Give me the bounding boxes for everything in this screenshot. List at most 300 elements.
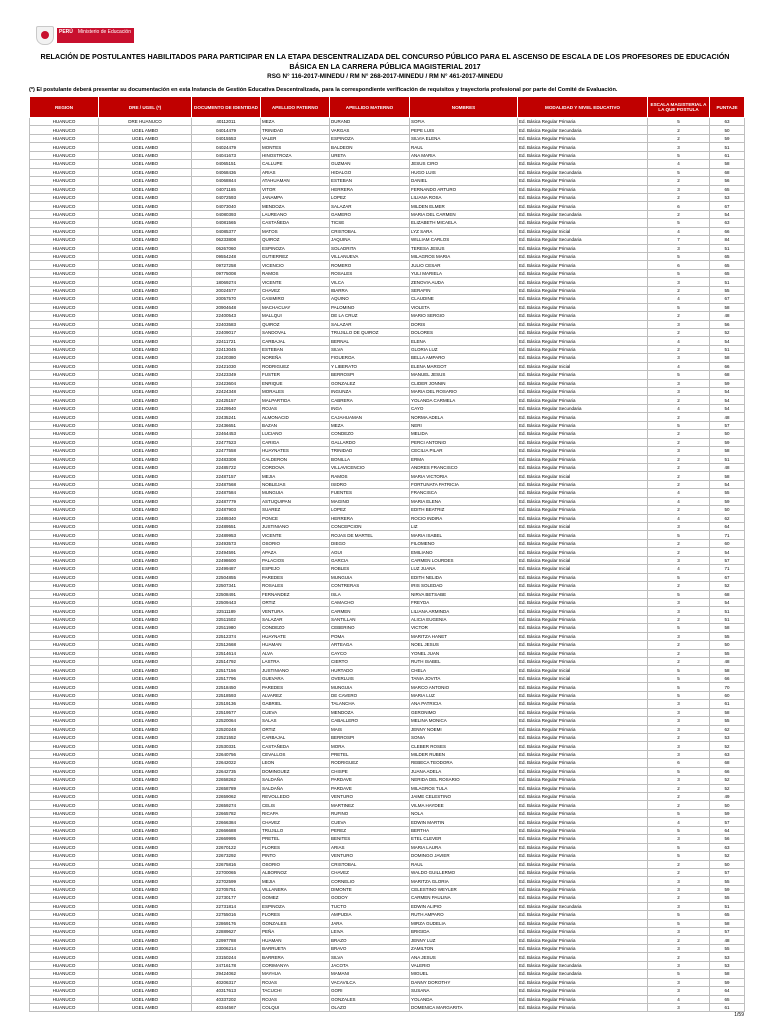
cell-modality: Ed. Básica Regular Primaria — [518, 658, 648, 666]
cell-document: 22423604 — [192, 379, 261, 387]
cell-scale: 5 — [648, 219, 710, 227]
cell-modality: Ed. Básica Regular Primaria — [518, 269, 648, 277]
cell-modality: Ed. Básica Regular Primaria — [518, 649, 648, 657]
table-row — [30, 497, 745, 505]
cell-document: 22889627 — [192, 928, 261, 936]
cell-scale: 7 — [648, 236, 710, 244]
cell-document: 04065151 — [192, 160, 261, 168]
cell-paternal-surname: COLQUI — [261, 1003, 330, 1011]
cell-region: HUANUCO — [30, 961, 99, 969]
cell-score: 66 — [710, 227, 745, 235]
cell-names: EMILIANO — [410, 548, 518, 556]
cell-names: ELENA — [410, 337, 518, 345]
cell-modality: Ed. Básica Regular Primaria — [518, 598, 648, 606]
table-row — [30, 970, 745, 978]
cell-scale: 4 — [648, 995, 710, 1003]
cell-names: DOMINGO JAVIER — [410, 852, 518, 860]
cell-modality: Ed. Básica Regular Primaria — [518, 691, 648, 699]
cell-names: MELINA MONICA — [410, 717, 518, 725]
table-row — [30, 168, 745, 176]
cell-modality: Ed. Básica Regular Primaria — [518, 421, 648, 429]
cell-scale: 2 — [648, 438, 710, 446]
cell-paternal-surname: RICAPA — [261, 809, 330, 817]
cell-document: 22518450 — [192, 683, 261, 691]
cell-names: CECILIA PILAR — [410, 447, 518, 455]
cell-maternal-surname: JAQUINA — [330, 236, 410, 244]
cell-dre-ugel: UGEL AMBO — [99, 160, 192, 168]
cell-document: 22477523 — [192, 438, 261, 446]
cell-names: SILVIA ELENA — [410, 134, 518, 142]
cell-maternal-surname: MUNGUIA — [330, 683, 410, 691]
cell-region: HUANUCO — [30, 978, 99, 986]
cell-score: 64 — [710, 826, 745, 834]
cell-maternal-surname: CAJAHUAMAN — [330, 413, 410, 421]
cell-score: 59 — [710, 978, 745, 986]
table-row — [30, 126, 745, 134]
cell-maternal-surname: POMA — [330, 632, 410, 640]
cell-paternal-surname: JANAMPA — [261, 193, 330, 201]
cell-region: HUANUCO — [30, 717, 99, 725]
table-row — [30, 421, 745, 429]
cell-score: 63 — [710, 750, 745, 758]
cell-region: HUANUCO — [30, 168, 99, 176]
cell-names: SERAFIN — [410, 286, 518, 294]
cell-maternal-surname: TRUJILLO DE QUIROZ — [330, 328, 410, 336]
cell-modality: Ed. Básica Regular Primaria — [518, 539, 648, 547]
table-row — [30, 708, 745, 716]
cell-region: HUANUCO — [30, 312, 99, 320]
cell-modality: Ed. Básica Regular Primaria — [518, 911, 648, 919]
table-row — [30, 506, 745, 514]
cell-modality: Ed. Básica Regular Primaria — [518, 514, 648, 522]
cell-paternal-surname: RAMOS — [261, 269, 330, 277]
cell-paternal-surname: FLORES — [261, 843, 330, 851]
cell-scale: 5 — [648, 826, 710, 834]
cell-paternal-surname: DOMINGUEZ — [261, 767, 330, 775]
cell-paternal-surname: CARIGA — [261, 438, 330, 446]
cell-paternal-surname: ORTIZ — [261, 598, 330, 606]
cell-region: HUANUCO — [30, 607, 99, 615]
cell-names: JENNY NOEMI — [410, 725, 518, 733]
cell-score: 57 — [710, 421, 745, 429]
cell-modality: Ed. Básica Regular Inicial — [518, 472, 648, 480]
cell-score: 68 — [710, 168, 745, 176]
cell-dre-ugel: UGEL AMBO — [99, 514, 192, 522]
cell-dre-ugel: UGEL AMBO — [99, 388, 192, 396]
cell-paternal-surname: BAZAN — [261, 421, 330, 429]
cell-dre-ugel: UGEL AMBO — [99, 793, 192, 801]
table-row — [30, 185, 745, 193]
ministry-label: Ministerio de Educación — [75, 28, 134, 43]
table-row — [30, 193, 745, 201]
table-row — [30, 733, 745, 741]
cell-modality: Ed. Básica Regular Primaria — [518, 978, 648, 986]
cell-modality: Ed. Básica Regular Primaria — [518, 151, 648, 159]
cell-names: ROCIO INDIRA — [410, 514, 518, 522]
cell-region: HUANUCO — [30, 641, 99, 649]
cell-names: IRIS SOLEDAD — [410, 582, 518, 590]
cell-document: 22640756 — [192, 750, 261, 758]
cell-document: 22530331 — [192, 742, 261, 750]
cell-names: ANA MARIA — [410, 151, 518, 159]
cell-document: 22642735 — [192, 767, 261, 775]
cell-maternal-surname: DIMONTE — [330, 885, 410, 893]
cell-scale: 2 — [648, 506, 710, 514]
cell-region: HUANUCO — [30, 354, 99, 362]
table-row — [30, 447, 745, 455]
cell-dre-ugel: UGEL AMBO — [99, 776, 192, 784]
cell-document: 22705751 — [192, 885, 261, 893]
cell-region: HUANUCO — [30, 134, 99, 142]
cell-modality: Ed. Básica Regular Primaria — [518, 354, 648, 362]
cell-modality: Ed. Básica Regular Primaria — [518, 480, 648, 488]
cell-dre-ugel: UGEL AMBO — [99, 953, 192, 961]
column-header-modality: MODALIDAD Y NIVEL EDUCATIVO — [518, 97, 648, 118]
cell-dre-ugel: UGEL AMBO — [99, 700, 192, 708]
cell-modality: Ed. Básica Regular Primaria — [518, 700, 648, 708]
cell-modality: Ed. Básica Regular Primaria — [518, 506, 648, 514]
cell-maternal-surname: CARMEN — [330, 607, 410, 615]
cell-region: HUANUCO — [30, 506, 99, 514]
cell-score: 50 — [710, 801, 745, 809]
cell-names: LILIANA ROSA — [410, 193, 518, 201]
cell-modality: Ed. Básica Regular Primaria — [518, 430, 648, 438]
cell-dre-ugel: UGEL AMBO — [99, 328, 192, 336]
cell-dre-ugel: UGEL AMBO — [99, 295, 192, 303]
table-row — [30, 995, 745, 1003]
cell-names: YOLANDA — [410, 995, 518, 1003]
cell-names: MARIA VICTORIA — [410, 472, 518, 480]
cell-score: 54 — [710, 548, 745, 556]
table-row — [30, 767, 745, 775]
cell-region: HUANUCO — [30, 244, 99, 252]
cell-names: MIGUEL — [410, 970, 518, 978]
cell-document: 09727258 — [192, 261, 261, 269]
cell-region: HUANUCO — [30, 801, 99, 809]
cell-names: MARIA ISABEL — [410, 531, 518, 539]
cell-paternal-surname: MEJIA — [261, 472, 330, 480]
cell-region: HUANUCO — [30, 337, 99, 345]
cell-modality: Ed. Básica Regular Primaria — [518, 860, 648, 868]
cell-names: RUTH ISABEL — [410, 658, 518, 666]
cell-dre-ugel: UGEL AMBO — [99, 936, 192, 944]
cell-dre-ugel: UGEL AMBO — [99, 919, 192, 927]
cell-paternal-surname: ROJAS — [261, 995, 330, 1003]
cell-score: 66 — [710, 674, 745, 682]
cell-document: 22499487 — [192, 565, 261, 573]
cell-score: 51 — [710, 455, 745, 463]
cell-names: EDWIN ALIPIO — [410, 902, 518, 910]
table-row — [30, 818, 745, 826]
cell-dre-ugel: UGEL AMBO — [99, 742, 192, 750]
cell-paternal-surname: MALPARTIDA — [261, 396, 330, 404]
cell-document: 22665782 — [192, 809, 261, 817]
table-row — [30, 531, 745, 539]
cell-scale: 2 — [648, 953, 710, 961]
cell-score: 55 — [710, 894, 745, 902]
cell-names: ZENOVIA AUDA — [410, 278, 518, 286]
cell-maternal-surname: ESTEBAN — [330, 177, 410, 185]
cell-score: 57 — [710, 556, 745, 564]
cell-region: HUANUCO — [30, 404, 99, 412]
cell-document: 22413045 — [192, 345, 261, 353]
cell-document: 22675816 — [192, 860, 261, 868]
cell-dre-ugel: UGEL AMBO — [99, 371, 192, 379]
cell-document: 22669995 — [192, 835, 261, 843]
cell-score: 58 — [710, 919, 745, 927]
cell-document: 04024479 — [192, 143, 261, 151]
cell-modality: Ed. Básica Regular Primaria — [518, 118, 648, 126]
cell-maternal-surname: CAYCO — [330, 649, 410, 657]
cell-paternal-surname: MEZA — [261, 118, 330, 126]
cell-paternal-surname: VICENCIO — [261, 261, 330, 269]
cell-region: HUANUCO — [30, 784, 99, 792]
cell-region: HUANUCO — [30, 253, 99, 261]
cell-document: 22436651 — [192, 421, 261, 429]
cell-scale: 5 — [648, 683, 710, 691]
cell-names: SOFIA — [410, 118, 518, 126]
cell-document: 22487157 — [192, 472, 261, 480]
cell-document: 22670122 — [192, 843, 261, 851]
table-row — [30, 860, 745, 868]
cell-region: HUANUCO — [30, 708, 99, 716]
cell-document: 04068844 — [192, 177, 261, 185]
cell-maternal-surname: HERRERA — [330, 514, 410, 522]
cell-document: 18069274 — [192, 278, 261, 286]
table-row — [30, 877, 745, 885]
cell-paternal-surname: NOBLEJAS — [261, 480, 330, 488]
cell-maternal-surname: JACOTA — [330, 961, 410, 969]
cell-paternal-surname: VITOR — [261, 185, 330, 193]
cell-region: HUANUCO — [30, 497, 99, 505]
cell-dre-ugel: UGEL AMBO — [99, 261, 192, 269]
table-row — [30, 320, 745, 328]
table-row — [30, 1003, 745, 1011]
cell-region: HUANUCO — [30, 489, 99, 497]
cell-paternal-surname: SALDAÑA — [261, 776, 330, 784]
cell-document: 22658262 — [192, 776, 261, 784]
cell-maternal-surname: CIERTO — [330, 658, 410, 666]
table-row — [30, 632, 745, 640]
cell-score: 65 — [710, 995, 745, 1003]
cell-names: GLORIA LUZ — [410, 345, 518, 353]
cell-modality: Ed. Básica Regular Primaria — [518, 919, 648, 927]
cell-document: 22421030 — [192, 362, 261, 370]
cell-paternal-surname: GUTIERREZ — [261, 253, 330, 261]
cell-modality: Ed. Básica Regular Inicial — [518, 362, 648, 370]
cell-names: LUZ JUANA — [410, 565, 518, 573]
cell-modality: Ed. Básica Regular Primaria — [518, 936, 648, 944]
cell-region: HUANUCO — [30, 809, 99, 817]
cell-score: 58 — [710, 708, 745, 716]
cell-document: 22489953 — [192, 531, 261, 539]
cell-document: 22731814 — [192, 902, 261, 910]
cell-region: HUANUCO — [30, 666, 99, 674]
cell-scale: 3 — [648, 877, 710, 885]
cell-scale: 3 — [648, 978, 710, 986]
cell-score: 67 — [710, 295, 745, 303]
cell-maternal-surname: BERROSPI — [330, 371, 410, 379]
cell-dre-ugel: UGEL AMBO — [99, 143, 192, 151]
cell-dre-ugel: UGEL AMBO — [99, 928, 192, 936]
cell-names: BERTHA — [410, 826, 518, 834]
cell-scale: 2 — [648, 860, 710, 868]
cell-region: HUANUCO — [30, 742, 99, 750]
cell-maternal-surname: VILCA — [330, 278, 410, 286]
cell-document: 22519577 — [192, 708, 261, 716]
cell-region: HUANUCO — [30, 548, 99, 556]
cell-maternal-surname: JARA — [330, 919, 410, 927]
cell-scale: 2 — [648, 472, 710, 480]
cell-dre-ugel: UGEL AMBO — [99, 843, 192, 851]
cell-score: 57 — [710, 928, 745, 936]
cell-maternal-surname: MENDOZA — [330, 708, 410, 716]
cell-score: 68 — [710, 371, 745, 379]
cell-region: HUANUCO — [30, 328, 99, 336]
cell-document: 22658789 — [192, 784, 261, 792]
cell-document: 22519136 — [192, 700, 261, 708]
cell-paternal-surname: PALACIOS — [261, 556, 330, 564]
table-row — [30, 472, 745, 480]
table-row — [30, 902, 745, 910]
cell-maternal-surname: BALDEON — [330, 143, 410, 151]
cell-modality: Ed. Básica Regular Primaria — [518, 455, 648, 463]
table-row — [30, 919, 745, 927]
cell-maternal-surname: DE LA CRUZ — [330, 312, 410, 320]
table-row — [30, 809, 745, 817]
cell-scale: 2 — [648, 801, 710, 809]
cell-scale: 3 — [648, 556, 710, 564]
cell-dre-ugel: UGEL AMBO — [99, 877, 192, 885]
cell-modality: Ed. Básica Regular Primaria — [518, 725, 648, 733]
cell-region: HUANUCO — [30, 278, 99, 286]
cell-score: 52 — [710, 742, 745, 750]
cell-dre-ugel: UGEL AMBO — [99, 1003, 192, 1011]
cell-paternal-surname: HUAYNATES — [261, 447, 330, 455]
cell-modality: Ed. Básica Regular Primaria — [518, 396, 648, 404]
cell-scale: 5 — [648, 970, 710, 978]
cell-document: 22409017 — [192, 328, 261, 336]
cell-dre-ugel: UGEL AMBO — [99, 269, 192, 277]
cell-maternal-surname: CRISTOBAL — [330, 227, 410, 235]
cell-modality: Ed. Básica Regular Primaria — [518, 733, 648, 741]
cell-paternal-surname: VILLANERA — [261, 885, 330, 893]
cell-document: 22514614 — [192, 649, 261, 657]
cell-maternal-surname: ROMERO — [330, 261, 410, 269]
cell-names: PERCI ANTONIO — [410, 438, 518, 446]
cell-maternal-surname: CEBERINO — [330, 624, 410, 632]
cell-region: HUANUCO — [30, 531, 99, 539]
cell-paternal-surname: MATOS — [261, 227, 330, 235]
cell-maternal-surname: DE CAVERO — [330, 691, 410, 699]
cell-scale: 2 — [648, 193, 710, 201]
cell-paternal-surname: QUIROZ — [261, 320, 330, 328]
cell-document: 04081565 — [192, 219, 261, 227]
table-row — [30, 843, 745, 851]
cell-score: 52 — [710, 852, 745, 860]
cell-dre-ugel: UGEL AMBO — [99, 970, 192, 978]
cell-maternal-surname: BERNAL — [330, 337, 410, 345]
cell-region: HUANUCO — [30, 590, 99, 598]
cell-names: MELIDA — [410, 430, 518, 438]
cell-names: JULIO CESAR — [410, 261, 518, 269]
cell-names: MARIA LAURA — [410, 843, 518, 851]
cell-document: 22487584 — [192, 489, 261, 497]
cell-region: HUANUCO — [30, 396, 99, 404]
cell-maternal-surname: TALANCHA — [330, 700, 410, 708]
cell-names: CLAUDINE — [410, 295, 518, 303]
cell-paternal-surname: ALMONACID — [261, 413, 330, 421]
cell-maternal-surname: ISIDRO — [330, 480, 410, 488]
cell-names: VILMA HAYDEE — [410, 801, 518, 809]
cell-scale: 2 — [648, 548, 710, 556]
cell-document: 04015553 — [192, 134, 261, 142]
cell-modality: Ed. Básica Regular Primaria — [518, 463, 648, 471]
cell-score: 55 — [710, 286, 745, 294]
cell-names: DANNY DOROTHY — [410, 978, 518, 986]
cell-score: 66 — [710, 362, 745, 370]
cell-scale: 3 — [648, 388, 710, 396]
cell-scale: 5 — [648, 852, 710, 860]
cell-document: 23150244 — [192, 953, 261, 961]
table-row — [30, 928, 745, 936]
cell-document: 22666384 — [192, 818, 261, 826]
cell-modality: Ed. Básica Regular Inicial — [518, 523, 648, 531]
cell-dre-ugel: UGEL AMBO — [99, 767, 192, 775]
table-row — [30, 134, 745, 142]
cell-maternal-surname: CORNELIO — [330, 877, 410, 885]
cell-dre-ugel: UGEL AMBO — [99, 337, 192, 345]
cell-score: 59 — [710, 885, 745, 893]
cell-modality: Ed. Básica Regular Primaria — [518, 253, 648, 261]
cell-scale: 3 — [648, 320, 710, 328]
cell-document: 20024577 — [192, 286, 261, 294]
cell-paternal-surname: CASTAÑEDA — [261, 219, 330, 227]
cell-score: 56 — [710, 835, 745, 843]
cell-names: ALICIA EUGENIA — [410, 615, 518, 623]
cell-region: HUANUCO — [30, 379, 99, 387]
table-row — [30, 539, 745, 547]
cell-names: DANIEL — [410, 177, 518, 185]
cell-score: 51 — [710, 278, 745, 286]
cell-document: 22642022 — [192, 759, 261, 767]
cell-paternal-surname: HUAMAN — [261, 936, 330, 944]
cell-names: NIRVA BETSABE — [410, 590, 518, 598]
cell-region: HUANUCO — [30, 160, 99, 168]
cell-modality: Ed. Básica Regular Primaria — [518, 801, 648, 809]
table-row — [30, 742, 745, 750]
cell-document: 22493573 — [192, 539, 261, 547]
cell-modality: Ed. Básica Regular Primaria — [518, 388, 648, 396]
cell-maternal-surname: CHISPE — [330, 767, 410, 775]
table-row — [30, 151, 745, 159]
cell-names: CHELA — [410, 666, 518, 674]
table-row — [30, 953, 745, 961]
cell-names: VIOLETA — [410, 303, 518, 311]
cell-modality: Ed. Básica Regular Secundaria — [518, 126, 648, 134]
table-row — [30, 253, 745, 261]
cell-region: HUANUCO — [30, 413, 99, 421]
cell-paternal-surname: NOREÑA — [261, 354, 330, 362]
cell-paternal-surname: ESTEBAN — [261, 345, 330, 353]
cell-maternal-surname: RODRIGUEZ — [330, 759, 410, 767]
cell-dre-ugel: UGEL AMBO — [99, 868, 192, 876]
cell-dre-ugel: UGEL AMBO — [99, 193, 192, 201]
cell-names: CARMEN LOURDES — [410, 556, 518, 564]
cell-paternal-surname: PINTO — [261, 852, 330, 860]
cell-document: 40206317 — [192, 978, 261, 986]
cell-names: NERIDA DEL ROSARIO — [410, 776, 518, 784]
